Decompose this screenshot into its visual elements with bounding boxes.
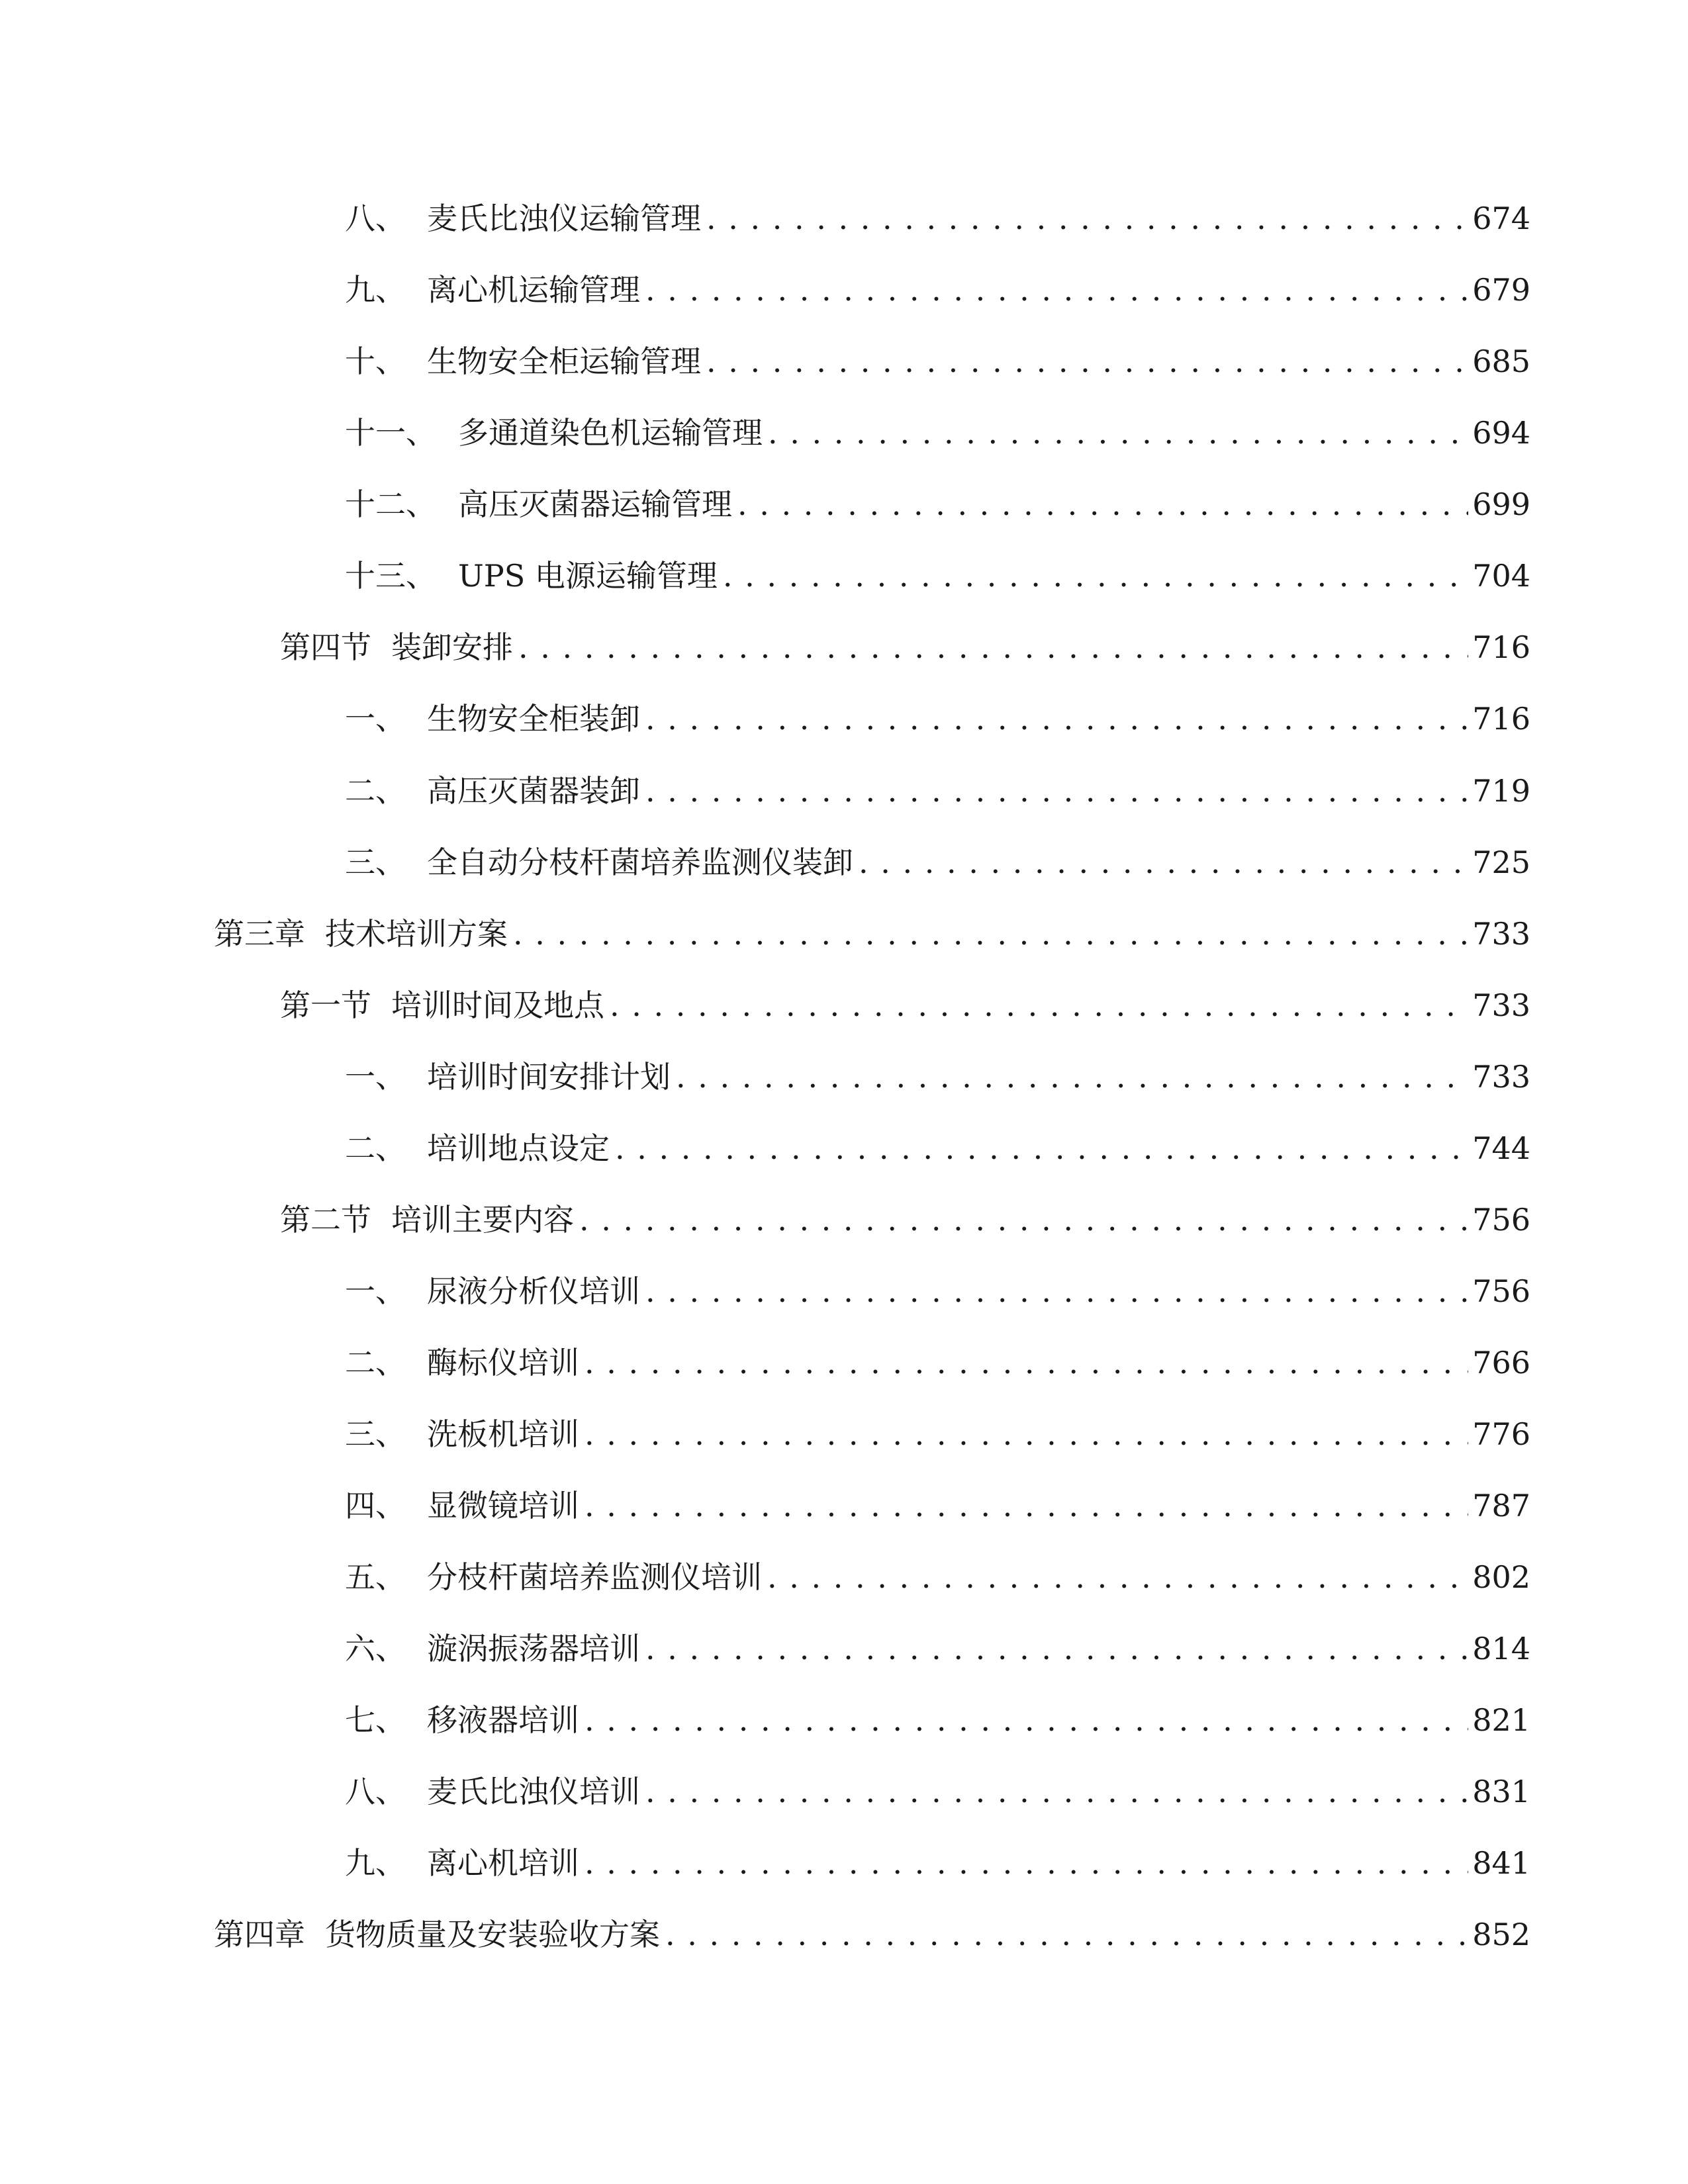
toc-entry-title: 多通道染色机运输管理: [458, 415, 763, 451]
toc-entry-title: 装卸安排: [391, 629, 513, 665]
toc-entry-number: 七、: [345, 1702, 406, 1738]
toc-entry-page: 831: [1472, 1774, 1530, 1809]
toc-entry-page: 699: [1472, 486, 1530, 522]
toc-entry-page: 814: [1472, 1631, 1530, 1666]
toc-entry[interactable]: [345, 478, 1530, 531]
toc-entry-page: 776: [1472, 1416, 1530, 1452]
toc-entry-title: 生物安全柜装卸: [427, 701, 640, 737]
toc-entry-page: 704: [1472, 558, 1530, 594]
toc-section[interactable]: [280, 979, 1530, 1032]
toc-entry-page: 694: [1472, 415, 1530, 451]
toc-entry-page: 716: [1472, 701, 1530, 737]
toc-entry-number: 十三、: [345, 558, 436, 594]
toc-entry-page: 719: [1472, 773, 1530, 809]
dot-leader: [859, 836, 1468, 889]
toc-entry[interactable]: [345, 1622, 1530, 1675]
toc-entry[interactable]: [345, 1122, 1530, 1175]
dot-leader: [645, 1765, 1468, 1818]
toc-entry-title: 分枝杆菌培养监测仪培训: [427, 1559, 762, 1595]
toc-entry-page: 733: [1472, 1059, 1530, 1095]
toc-entry-title: 培训时间及地点: [391, 987, 604, 1023]
toc-entry-title: 培训主要内容: [391, 1202, 574, 1238]
toc-entry[interactable]: [345, 764, 1530, 817]
toc-entry[interactable]: [345, 692, 1530, 745]
dot-leader: [585, 1479, 1468, 1532]
toc-entry-number: 三、: [345, 1416, 406, 1452]
toc-entry-title: 离心机培训: [427, 1845, 579, 1881]
toc-entry-page: 733: [1472, 987, 1530, 1023]
toc-entry-number: 三、: [345, 844, 406, 880]
toc-entry-title: 酶标仪培训: [427, 1345, 579, 1381]
toc-entry-number: 一、: [345, 1059, 406, 1095]
toc-chapter[interactable]: [214, 1908, 1530, 1961]
toc-entry[interactable]: [345, 1408, 1530, 1461]
toc-entry-page: 756: [1472, 1202, 1530, 1238]
dot-leader: [585, 1408, 1468, 1461]
toc-entry-page: 852: [1472, 1917, 1530, 1952]
toc-entry-title: 洗板机培训: [427, 1416, 579, 1452]
toc-entry-number: 十一、: [345, 415, 436, 451]
toc-entry-number: 十、: [345, 343, 406, 379]
toc-entry-title: UPS 电源运输管理: [458, 558, 718, 594]
dot-leader: [513, 907, 1468, 960]
toc-entry-number: 十二、: [345, 486, 436, 522]
toc-entry-number: 二、: [345, 773, 406, 809]
toc-entry[interactable]: [345, 836, 1530, 889]
toc-chapter[interactable]: [214, 907, 1530, 960]
toc-entry-number: 四、: [345, 1488, 406, 1524]
dot-leader: [645, 692, 1468, 745]
toc-entry[interactable]: [345, 192, 1530, 245]
toc-entry-title: 货物质量及安装验收方案: [325, 1917, 660, 1952]
toc-entry-page: 841: [1472, 1845, 1530, 1881]
toc-entry-title: 技术培训方案: [325, 916, 508, 952]
dot-leader: [706, 192, 1468, 245]
dot-leader: [767, 1551, 1468, 1604]
toc-entry-title: 移液器培训: [427, 1702, 579, 1738]
dot-leader: [585, 1694, 1468, 1747]
dot-leader: [645, 263, 1468, 316]
toc-entry-title: 高压灭菌器装卸: [427, 773, 640, 809]
toc-entry-page: 766: [1472, 1345, 1530, 1381]
toc-entry-number: 二、: [345, 1345, 406, 1381]
dot-leader: [610, 979, 1468, 1032]
toc-entry[interactable]: [345, 1694, 1530, 1747]
toc-section[interactable]: [280, 621, 1530, 674]
toc-entry-page: 744: [1472, 1130, 1530, 1166]
toc-entry-title: 离心机运输管理: [427, 272, 640, 308]
dot-leader: [518, 621, 1468, 674]
toc-entry-number: 第一节: [280, 987, 371, 1023]
dot-leader: [645, 764, 1468, 817]
dot-leader: [645, 1622, 1468, 1675]
toc-entry-number: 第二节: [280, 1202, 371, 1238]
toc-entry[interactable]: [345, 1336, 1530, 1389]
dot-leader: [585, 1837, 1468, 1889]
toc-entry-number: 第四章: [214, 1917, 305, 1952]
toc-entry[interactable]: [345, 1765, 1530, 1818]
toc-entry-page: 756: [1472, 1273, 1530, 1309]
dot-leader: [579, 1193, 1468, 1246]
toc-entry-title: 漩涡振荡器培训: [427, 1631, 640, 1666]
toc-entry[interactable]: [345, 1551, 1530, 1604]
dot-leader: [645, 1265, 1468, 1318]
toc-entry-number: 六、: [345, 1631, 406, 1666]
dot-leader: [706, 335, 1468, 388]
toc-entry-number: 八、: [345, 201, 406, 236]
toc-section[interactable]: [280, 1193, 1530, 1246]
toc-entry-number: 一、: [345, 701, 406, 737]
toc-entry-page: 685: [1472, 343, 1530, 379]
toc-entry-number: 二、: [345, 1130, 406, 1166]
toc-entry[interactable]: [345, 549, 1530, 602]
toc-entry-title: 全自动分枝杆菌培养监测仪装卸: [427, 844, 853, 880]
toc-entry-number: 第三章: [214, 916, 305, 952]
toc-entry-title: 生物安全柜运输管理: [427, 343, 701, 379]
toc-entry[interactable]: [345, 263, 1530, 316]
dot-leader: [615, 1122, 1468, 1175]
toc-entry-page: 787: [1472, 1488, 1530, 1524]
toc-entry-number: 八、: [345, 1774, 406, 1809]
toc-entry-number: 五、: [345, 1559, 406, 1595]
toc-entry-page: 802: [1472, 1559, 1530, 1595]
dot-leader: [585, 1336, 1468, 1389]
toc-entry-title: 培训时间安排计划: [427, 1059, 671, 1095]
toc-entry-title: 培训地点设定: [427, 1130, 610, 1166]
toc-entry-page: 733: [1472, 916, 1530, 952]
dot-leader: [737, 478, 1468, 531]
toc-entry[interactable]: [345, 335, 1530, 388]
toc-entry[interactable]: [345, 1479, 1530, 1532]
toc-entry-title: 麦氏比浊仪运输管理: [427, 201, 701, 236]
toc-entry-number: 一、: [345, 1273, 406, 1309]
dot-leader: [665, 1908, 1468, 1961]
toc-entry[interactable]: [345, 1837, 1530, 1889]
toc-entry-title: 麦氏比浊仪培训: [427, 1774, 640, 1809]
toc-entry-title: 显微镜培训: [427, 1488, 579, 1524]
toc-entry-page: 821: [1472, 1702, 1530, 1738]
toc-entry-page: 725: [1472, 844, 1530, 880]
toc-entry-title: 高压灭菌器运输管理: [458, 486, 732, 522]
toc-entry-number: 九、: [345, 272, 406, 308]
toc-entry[interactable]: [345, 1050, 1530, 1103]
toc-entry-number: 九、: [345, 1845, 406, 1881]
toc-entry-page: 679: [1472, 272, 1530, 308]
toc-entry-number: 第四节: [280, 629, 371, 665]
dot-leader: [723, 549, 1468, 602]
toc-entry-page: 674: [1472, 201, 1530, 236]
toc-entry[interactable]: [345, 1265, 1530, 1318]
toc-entry-title: 尿液分析仪培训: [427, 1273, 640, 1309]
dot-leader: [768, 406, 1468, 459]
dot-leader: [676, 1050, 1468, 1103]
toc-entry-page: 716: [1472, 629, 1530, 665]
toc-entry[interactable]: [345, 406, 1530, 459]
